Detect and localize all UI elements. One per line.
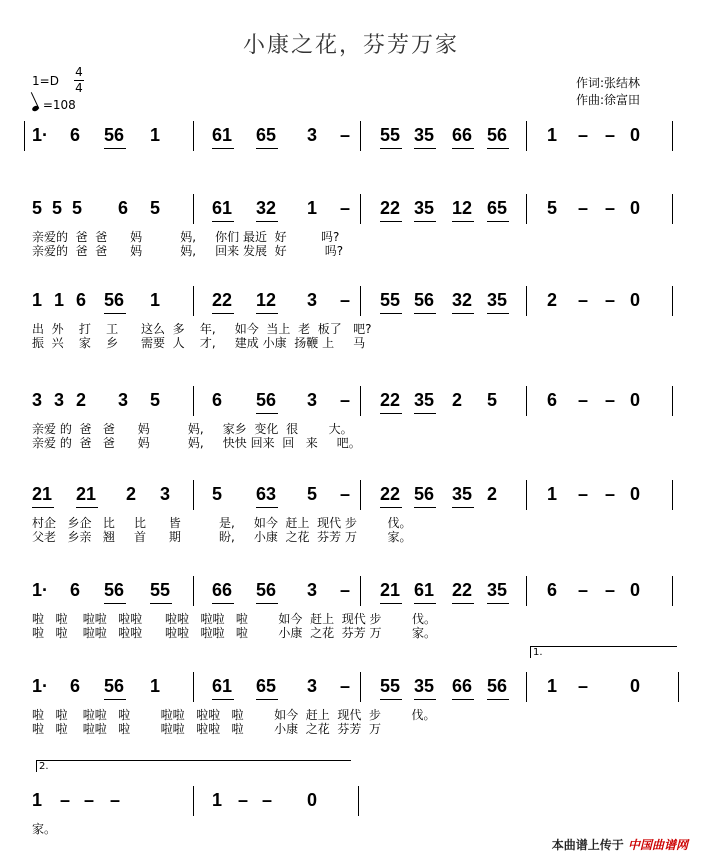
lyrics-verse-1: 啦 啦 啦啦 啦 啦啦 啦啦 啦 如今 赶上 现代 步 伐。 — [32, 708, 436, 722]
note: 6 — [70, 676, 81, 696]
note: 21 — [380, 580, 401, 600]
note: 63 — [256, 484, 277, 504]
beam-underline — [104, 313, 126, 314]
note: 56 — [104, 580, 125, 600]
note: 6 — [118, 198, 129, 218]
note: – — [84, 790, 95, 810]
note: 55 — [380, 125, 401, 145]
beam-underline — [487, 148, 509, 149]
bar-line — [360, 286, 361, 316]
note: 1 — [547, 676, 558, 696]
note: 22 — [380, 198, 401, 218]
note: 56 — [414, 290, 435, 310]
lyrics-verse-1: 家。 — [32, 822, 57, 836]
note: – — [578, 290, 589, 310]
bar-line — [672, 194, 673, 224]
tempo-mark — [32, 98, 76, 112]
lyrics-verse-2: 父老 乡亲 翘 首 期 盼, 小康 之花 芬芳 万 家。 — [32, 530, 412, 544]
note: – — [605, 580, 616, 600]
beam-underline — [256, 148, 278, 149]
note: 56 — [104, 290, 125, 310]
lyrics-verse-2: 啦 啦 啦啦 啦 啦啦 啦啦 啦 小康 之花 芬芳 万 — [32, 722, 381, 736]
note: – — [578, 125, 589, 145]
note: – — [60, 790, 71, 810]
lyrics-verse-1: 亲爱 的 爸 爸 妈 妈, 家乡 变化 很 大。 — [32, 422, 353, 436]
tempo-value: =108 — [42, 98, 76, 112]
beam-underline — [212, 603, 234, 604]
note: 1 — [32, 790, 43, 810]
note: 56 — [414, 484, 435, 504]
bar-line — [526, 576, 527, 606]
note: 3 — [32, 390, 43, 410]
note: 3 — [160, 484, 171, 504]
note: 56 — [104, 125, 125, 145]
note: – — [578, 390, 589, 410]
note: 32 — [452, 290, 473, 310]
bar-line — [526, 286, 527, 316]
beam-underline — [487, 221, 509, 222]
note: 61 — [212, 125, 233, 145]
note: 0 — [630, 580, 641, 600]
note: 21 — [76, 484, 97, 504]
note: 66 — [452, 676, 473, 696]
note: – — [262, 790, 273, 810]
note: 56 — [487, 125, 508, 145]
note: – — [605, 390, 616, 410]
note: 1 — [150, 290, 161, 310]
bar-line — [360, 576, 361, 606]
note: 3 — [307, 390, 318, 410]
lyricist-credit: 作词:张结林 — [576, 76, 641, 90]
time-sig-top: 4 — [75, 65, 83, 79]
bar-line — [526, 480, 527, 510]
upload-footer — [552, 836, 688, 853]
bar-line — [193, 672, 194, 702]
note: 3 — [54, 390, 65, 410]
bar-line — [526, 194, 527, 224]
note: 6 — [212, 390, 223, 410]
note: – — [578, 580, 589, 600]
note: 61 — [212, 676, 233, 696]
bar-line — [193, 480, 194, 510]
note: – — [340, 125, 351, 145]
note: – — [340, 198, 351, 218]
time-signature — [74, 66, 84, 95]
note: 0 — [307, 790, 318, 810]
beam-underline — [380, 413, 402, 414]
note: – — [340, 390, 351, 410]
key-label: 1=D — [32, 74, 59, 88]
note: 12 — [256, 290, 277, 310]
bar-line — [672, 286, 673, 316]
beam-underline — [256, 699, 278, 700]
note: 55 — [380, 290, 401, 310]
note: – — [605, 484, 616, 504]
note: 65 — [487, 198, 508, 218]
lyrics-verse-2: 啦 啦 啦啦 啦啦 啦啦 啦啦 啦 小康 之花 芬芳 万 家。 — [32, 626, 437, 640]
note: 65 — [256, 676, 277, 696]
note: 5 — [32, 198, 43, 218]
footer-text: 本曲谱上传于 — [551, 838, 624, 852]
note: 22 — [380, 484, 401, 504]
lyrics-verse-1: 村企 乡企 比 比 皆 是, 如今 赶上 现代 步 伐。 — [32, 516, 412, 530]
beam-underline — [452, 313, 474, 314]
note: 6 — [70, 125, 81, 145]
quarter-note-icon — [31, 105, 39, 112]
bar-line — [193, 386, 194, 416]
site-logo: 中国曲谱网 — [627, 838, 688, 852]
beam-underline — [212, 313, 234, 314]
note: 3 — [307, 125, 318, 145]
note: – — [110, 790, 121, 810]
beam-underline — [452, 699, 474, 700]
note: 3 — [307, 676, 318, 696]
composer-credit: 作曲:徐富田 — [576, 93, 641, 107]
note: 56 — [104, 676, 125, 696]
bar-line — [193, 786, 194, 816]
lyrics-verse-2: 亲爱的 爸 爸 妈 妈, 回来 发展 好 吗? — [32, 244, 344, 258]
beam-underline — [150, 603, 172, 604]
note: 5 — [212, 484, 223, 504]
note: 6 — [76, 290, 87, 310]
beam-underline — [212, 221, 234, 222]
key-signature — [32, 65, 83, 95]
lyrics-verse-2: 亲爱 的 爸 爸 妈 妈, 快快 回来 回 来 吧。 — [32, 436, 361, 450]
note: 2 — [76, 390, 87, 410]
beam-underline — [32, 507, 54, 508]
beam-underline — [212, 148, 234, 149]
note: 0 — [630, 290, 641, 310]
beam-underline — [256, 313, 278, 314]
lyrics-verse-1: 啦 啦 啦啦 啦啦 啦啦 啦啦 啦 如今 赶上 现代 步 伐。 — [32, 612, 437, 626]
beam-underline — [452, 507, 474, 508]
beam-underline — [452, 148, 474, 149]
bar-line — [360, 121, 361, 151]
beam-underline — [414, 221, 436, 222]
note: 3 — [307, 580, 318, 600]
note: 32 — [256, 198, 277, 218]
beam-underline — [104, 148, 126, 149]
note: 35 — [487, 290, 508, 310]
note: – — [340, 484, 351, 504]
note: 55 — [150, 580, 171, 600]
note: 1· — [32, 580, 49, 600]
note: 1 — [150, 125, 161, 145]
note: 0 — [630, 676, 641, 696]
note: 1 — [547, 125, 558, 145]
volta-bracket: 1. — [530, 646, 677, 658]
note: – — [340, 580, 351, 600]
note: 35 — [414, 390, 435, 410]
note: 6 — [547, 580, 558, 600]
beam-underline — [212, 699, 234, 700]
beam-underline — [414, 603, 436, 604]
note: – — [340, 676, 351, 696]
note: 5 — [150, 198, 161, 218]
bar-line — [360, 194, 361, 224]
bar-line — [526, 121, 527, 151]
bar-line — [358, 786, 359, 816]
note: – — [238, 790, 249, 810]
note: 2 — [547, 290, 558, 310]
score-title: 小康之花，芬芳万家 — [242, 33, 459, 58]
note: – — [605, 198, 616, 218]
bar-line — [526, 672, 527, 702]
beam-underline — [414, 148, 436, 149]
bar-line — [672, 576, 673, 606]
note: 35 — [414, 125, 435, 145]
beam-underline — [380, 603, 402, 604]
note: 0 — [630, 198, 641, 218]
bar-line — [678, 672, 679, 702]
time-sig-bottom: 4 — [75, 81, 83, 95]
beam-underline — [414, 699, 436, 700]
note: 35 — [487, 580, 508, 600]
bar-line — [672, 121, 673, 151]
note: 55 — [380, 676, 401, 696]
beam-underline — [256, 507, 278, 508]
note: 1 — [54, 290, 65, 310]
note: 1· — [32, 676, 49, 696]
beam-underline — [487, 699, 509, 700]
note: 56 — [256, 390, 277, 410]
bar-line — [193, 121, 194, 151]
beam-underline — [452, 221, 474, 222]
note: 1 — [307, 198, 318, 218]
note: 1 — [547, 484, 558, 504]
beam-underline — [380, 313, 402, 314]
note: 0 — [630, 390, 641, 410]
beam-underline — [256, 603, 278, 604]
note: 22 — [380, 390, 401, 410]
note: 3 — [118, 390, 129, 410]
beam-underline — [414, 313, 436, 314]
bar-line — [526, 386, 527, 416]
bar-line — [193, 576, 194, 606]
note: 61 — [414, 580, 435, 600]
note: 1 — [32, 290, 43, 310]
note: – — [578, 676, 589, 696]
note: 6 — [70, 580, 81, 600]
note: 35 — [452, 484, 473, 504]
bar-line — [360, 386, 361, 416]
note: 22 — [452, 580, 473, 600]
note: 6 — [547, 390, 558, 410]
note: 5 — [52, 198, 63, 218]
beam-underline — [414, 413, 436, 414]
note: 35 — [414, 198, 435, 218]
note: 5 — [487, 390, 498, 410]
beam-underline — [256, 413, 278, 414]
note: 2 — [487, 484, 498, 504]
note: 0 — [630, 125, 641, 145]
beam-underline — [380, 507, 402, 508]
note: 65 — [256, 125, 277, 145]
note: 22 — [212, 290, 233, 310]
beam-underline — [104, 699, 126, 700]
note: 66 — [212, 580, 233, 600]
note: 0 — [630, 484, 641, 504]
note: 56 — [256, 580, 277, 600]
beam-underline — [487, 603, 509, 604]
note: 61 — [212, 198, 233, 218]
note: 3 — [307, 290, 318, 310]
note: – — [605, 125, 616, 145]
note: 2 — [126, 484, 137, 504]
note: – — [578, 484, 589, 504]
volta-bracket: 2. — [36, 760, 351, 772]
note: 21 — [32, 484, 53, 504]
beam-underline — [487, 313, 509, 314]
beam-underline — [414, 507, 436, 508]
beam-underline — [380, 699, 402, 700]
beam-underline — [380, 221, 402, 222]
note: 5 — [150, 390, 161, 410]
note: 66 — [452, 125, 473, 145]
bar-line — [24, 121, 25, 151]
note: – — [605, 290, 616, 310]
note: 1 — [212, 790, 223, 810]
beam-underline — [256, 221, 278, 222]
bar-line — [193, 194, 194, 224]
beam-underline — [380, 148, 402, 149]
beam-underline — [76, 507, 98, 508]
note: 2 — [452, 390, 463, 410]
beam-underline — [104, 603, 126, 604]
lyrics-verse-1: 出 外 打 工 这么 多 年, 如今 当上 老 板了 吧? — [32, 322, 372, 336]
bar-line — [193, 286, 194, 316]
note: 12 — [452, 198, 473, 218]
note: 1· — [32, 125, 49, 145]
bar-line — [672, 386, 673, 416]
bar-line — [672, 480, 673, 510]
bar-line — [360, 672, 361, 702]
bar-line — [360, 480, 361, 510]
note: 5 — [307, 484, 318, 504]
lyrics-verse-1: 亲爱的 爸 爸 妈 妈, 你们 最近 好 吗? — [32, 230, 340, 244]
beam-underline — [452, 603, 474, 604]
note: 1 — [150, 676, 161, 696]
note: – — [340, 290, 351, 310]
note: – — [578, 198, 589, 218]
lyrics-verse-2: 振 兴 家 乡 需要 人 才, 建成 小康 扬鞭 上 马 — [32, 336, 366, 350]
note: 56 — [487, 676, 508, 696]
note: 5 — [547, 198, 558, 218]
note: 5 — [72, 198, 83, 218]
note: 35 — [414, 676, 435, 696]
